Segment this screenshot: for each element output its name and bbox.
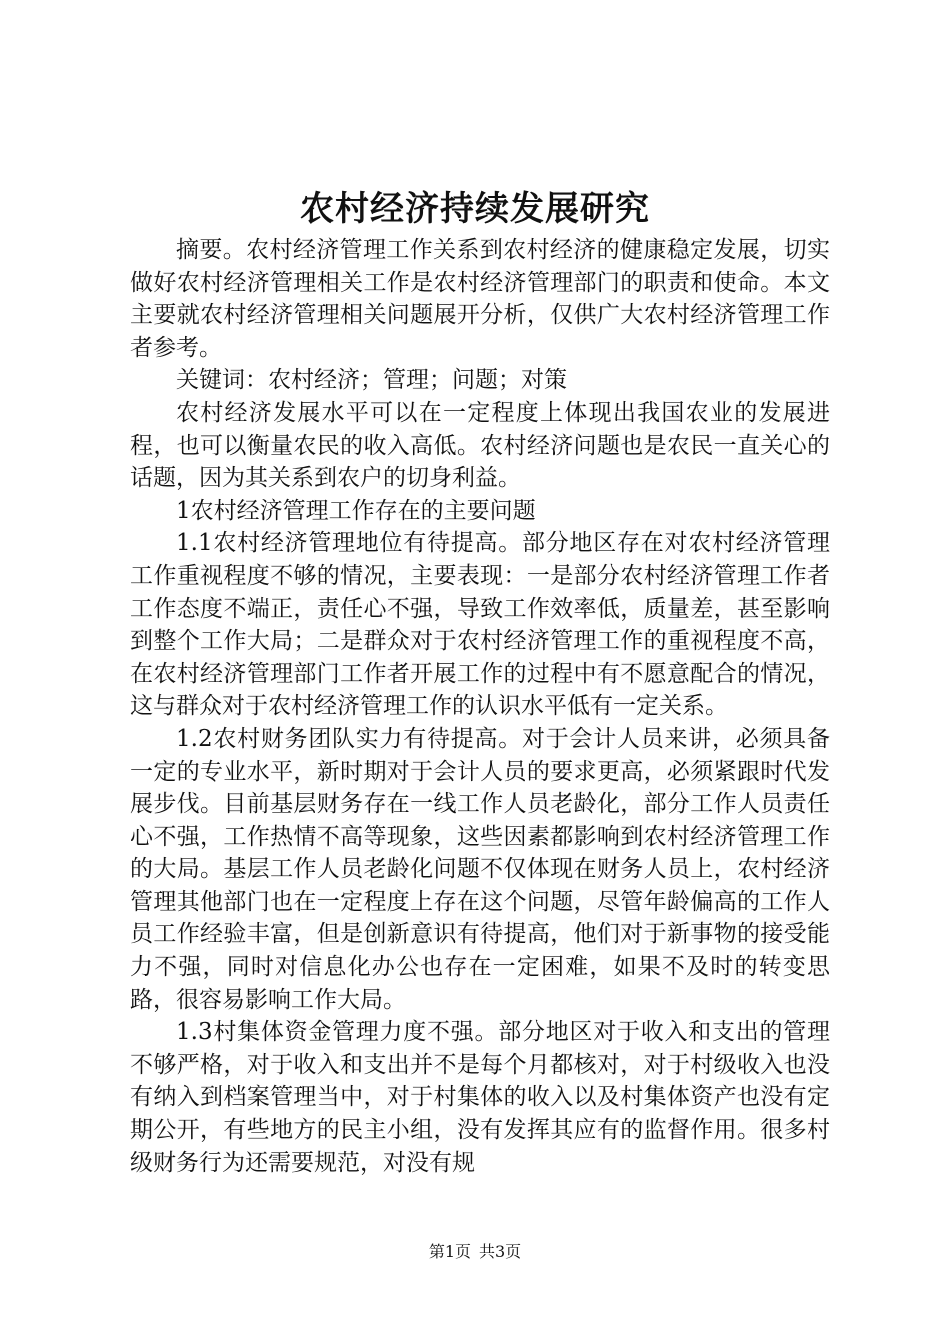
- abstract-paragraph: 摘要。农村经济管理工作关系到农村经济的健康稳定发展，切实做好农村经济管理相关工作是农村经济管理部门的职责和使命。本文主要就农村经济管理相关问题展开分析，仅供广大农村经济管理工作者参考。: [130, 237, 830, 361]
- section-1-1-paragraph: 1.1农村经济管理地位有待提高。部分地区存在对农村经济管理工作重视程度不够的情况，主要表现：一是部分农村经济管理工作者工作态度不端正，责任心不强，导致工作效率低，质量差，甚至影响到整个工作大局；二是群众对于农村经济管理工作的重视程度不高，在农村经济管理部门工作者开展工作的过程中有不愿意配合的情况，这与群众对于农村经济管理工作的认识水平低有一定关系。: [130, 530, 830, 720]
- section-1-3-paragraph: 1.3村集体资金管理力度不强。部分地区对于收入和支出的管理不够严格，对于收入和支出并不是每个月都核对，对于村级收入也没有纳入到档案管理当中，对于村集体的收入以及村集体资产也没有定期公开，有些地方的民主小组，没有发挥其应有的监督作用。很多村级财务行为还需要规范，对没有规: [130, 1019, 830, 1176]
- intro-paragraph: 农村经济发展水平可以在一定程度上体现出我国农业的发展进程，也可以衡量农民的收入高低。农村经济问题也是农民一直关心的话题，因为其关系到农户的切身利益。: [130, 399, 830, 492]
- section-heading: 1农村经济管理工作存在的主要问题: [176, 497, 536, 524]
- section-1-2-paragraph: 1.2农村财务团队实力有待提高。对于会计人员来讲，必须具备一定的专业水平，新时期对于会计人员的要求更高，必须紧跟时代发展步伐。目前基层财务存在一线工作人员老龄化，部分工作人员责任心不强，工作热情不高等现象，这些因素都影响到农村经济管理工作的大局。基层工作人员老龄化问题不仅体现在财务人员上，农村经济管理其他部门也在一定程度上存在这个问题，尽管年龄偏高的工作人员工作经验丰富，但是创新意识有待提高，他们对于新事物的接受能力不强，同时对信息化办公也存在一定困难，如果不及时的转变思路，很容易影响工作大局。: [130, 725, 830, 1013]
- page-footer: [0, 1240, 950, 1264]
- document-title: 农村经济持续发展研究: [300, 189, 650, 229]
- page-number: 第1页: [428, 1242, 471, 1261]
- page-total: 共3页: [479, 1242, 522, 1261]
- keywords-paragraph: 关键词：农村经济；管理；问题；对策: [176, 367, 567, 394]
- document-body: [130, 234, 830, 1179]
